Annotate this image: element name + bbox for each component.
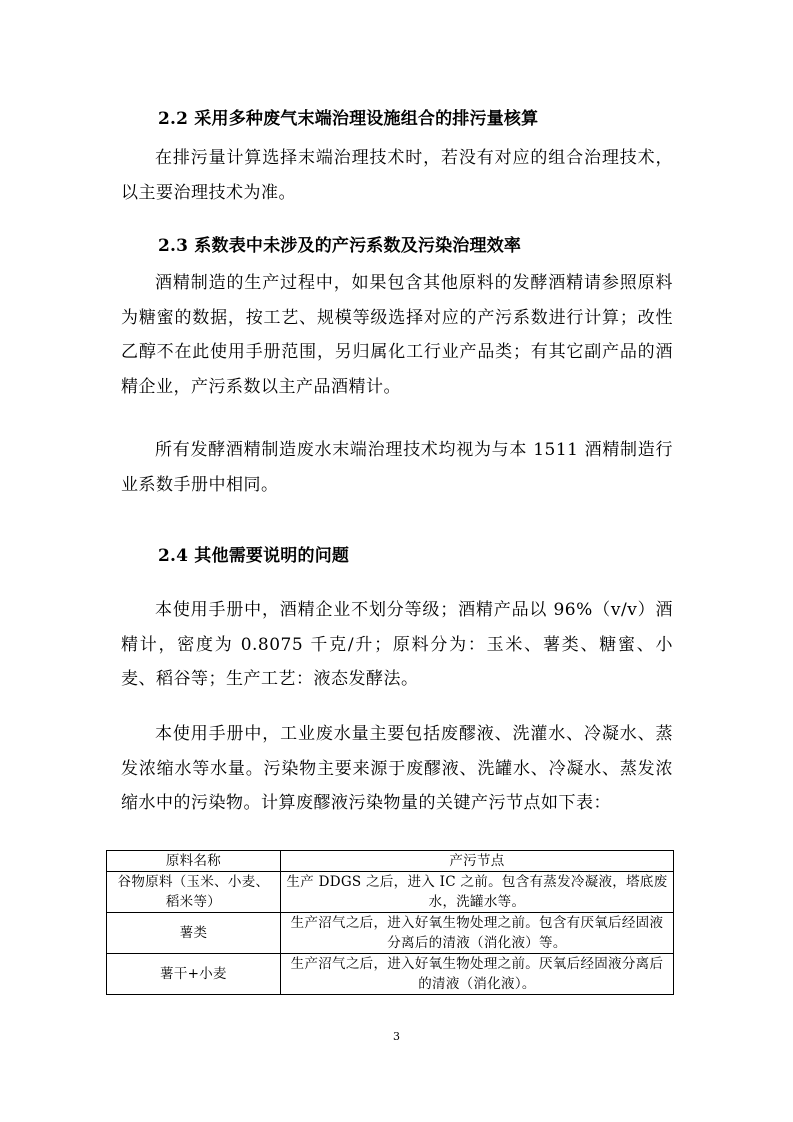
cell-material: 谷物原料（玉米、小麦、稻米等） xyxy=(107,872,281,913)
page-number: 3 xyxy=(393,1030,400,1043)
table-header-row xyxy=(107,851,674,872)
header-pollution-node: 产污节点 xyxy=(280,851,673,872)
section-2-2-paragraph-1: 在排污量计算选择末端治理技术时，若没有对应的组合治理技术，以主要治理技术为准。 xyxy=(121,148,673,203)
section-2-3-paragraph-1: 酒精制造的生产过程中，如果包含其他原料的发酵酒精请参照原料为糖蜜的数据，按工艺、规模等级选择对应的产污系数进行计算；改性乙醇不在此使用手册范围，另归属化工行业产品类；有其它副产品的酒精企业，产污系数以主产品酒精计。 xyxy=(121,273,673,397)
pollution-node-table xyxy=(106,850,674,995)
cell-pollution-node: 生产 DDGS 之后，进入 IC 之前。包含有蒸发冷凝液，塔底废水，洗罐水等。 xyxy=(280,872,673,913)
table-row xyxy=(107,872,674,913)
table-row xyxy=(107,954,674,995)
section-heading-2-2: 2.2 采用多种废气末端治理设施组合的排污量核算 xyxy=(158,109,539,129)
header-material: 原料名称 xyxy=(107,851,281,872)
cell-pollution-node: 生产沼气之后，进入好氧生物处理之前。包含有厌氧后经固液分离后的清液（消化液）等。 xyxy=(280,913,673,954)
section-2-3-paragraph-2: 所有发酵酒精制造废水末端治理技术均视为与本 1511 酒精制造行业系数手册中相同。 xyxy=(121,440,673,495)
cell-material: 薯类 xyxy=(107,913,281,954)
section-2-4-paragraph-1: 本使用手册中，酒精企业不划分等级；酒精产品以 96%（v/v）酒精计，密度为 0.8075 千克/升；原料分为：玉米、薯类、糖蜜、小麦、稻谷等；生产工艺：液态发酵法。 xyxy=(121,600,673,689)
section-2-4-paragraph-2: 本使用手册中，工业废水量主要包括废醪液、洗灌水、冷凝水、蒸发浓缩水等水量。污染物主要来源于废醪液、洗罐水、冷凝水、蒸发浓缩水中的污染物。计算废醪液污染物量的关键产污节点如下表： xyxy=(121,724,673,813)
cell-pollution-node: 生产沼气之后，进入好氧生物处理之前。厌氧后经固液分离后的清液（消化液）。 xyxy=(280,954,673,995)
table-row xyxy=(107,913,674,954)
section-heading-2-3: 2.3 系数表中未涉及的产污系数及污染治理效率 xyxy=(158,236,522,256)
section-heading-2-4: 2.4 其他需要说明的问题 xyxy=(158,546,350,566)
cell-material: 薯干+小麦 xyxy=(107,954,281,995)
